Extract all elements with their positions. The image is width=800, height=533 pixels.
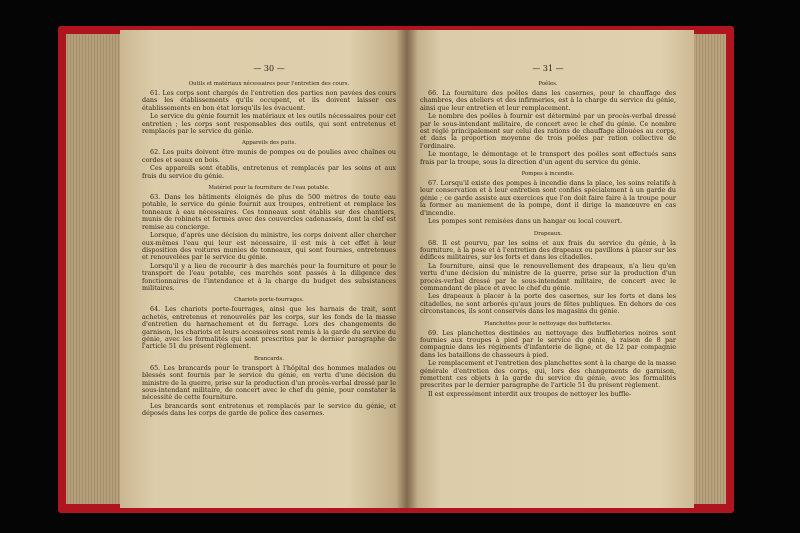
left-page-edges	[66, 34, 122, 504]
paragraph: Le montage, le démontage et le transport des poêles sont effectués sans frais par la troupe, sous la direction d'un agent du service du génie.	[420, 150, 676, 166]
section-heading: Brancards.	[254, 355, 284, 362]
paragraph: Le nombre des poêles à fournir est déterminé par un procès-verbal dressé par le sous-intendant militaire, de concert avec le chef du génie. Ce nombre est réglé principalement sur celui des rations de chauffage allouées au corps, et dans la proportion moyenne de trois poêles par ration collective de l'ordinaire.	[420, 112, 676, 150]
paragraph: 62. Les puits doivent être munis de pompes ou de poulies avec chaînes ou cordes et seaux en bois.	[142, 148, 396, 164]
paragraph: Il est expressément interdit aux troupes de nettoyer les buffle-	[428, 389, 632, 398]
section-heading: Planchettes pour le nettoyage des buffleteries.	[484, 320, 612, 327]
section-heading: Matériel pour la fourniture de l'eau potable.	[208, 185, 330, 192]
book	[58, 26, 734, 513]
right-page	[406, 30, 694, 508]
paragraph: La fourniture, ainsi que le renouvellement des drapeaux, n'a lieu qu'en vertu d'une décision du ministre de la guerre, prise sur la production d'un procès-verbal dressé par le sous-intendant militaire, de concert avec le commandant de place et avec le chef du génie.	[420, 261, 676, 292]
section-heading: Poêles.	[538, 81, 558, 87]
book-gutter	[396, 30, 418, 508]
paragraph: Ces appareils sont établis, entretenus et remplacés par les soins et aux frais du service du génie.	[142, 164, 396, 180]
left-page-number: — 30 —	[253, 64, 285, 73]
paragraph: 65. Les brancards pour le transport à l'hôpital des hommes malades ou blessés sont fournis par le service du génie, en vertu d'une décision du ministre de la guerre, prise sur la production d'un procès-verbal dressé par le sous-intendant militaire, de concert avec le chef du génie, pour constater la nécessité de cette fourniture.	[142, 363, 396, 402]
paragraph: Le remplacement et l'entretien des planchettes sont à la charge de la masse générale d'entretien des corps, qui, lors des changements de garnison, remettent ces objets à la garde du service du génie, avec les formalités prescrites par le dernier paragraphe de l'article 51 du présent règlement.	[420, 359, 676, 390]
paragraph: 67. Lorsqu'il existe des pompes à incendie dans la place, les soins relatifs à leur conservation et à leur entretien sont confiés spécialement à un garde du génie ; ce garde assiste aux exercices que l'on doit faire faire à la troupe pour la former au maniement de la pompe, dont il dirige la manœuvre en cas d'incendie.	[420, 179, 676, 217]
paragraph: 69. Les planchettes destinées au nettoyage des buffleteries noires sont fournies aux troupes à pied par le service du génie, à raison de 8 par compagnie dans les régiments d'infanterie de ligne, et de 12 par compagnie dans les bataillons de chasseurs à pied.	[420, 328, 676, 359]
right-page-edges	[692, 34, 726, 504]
paragraph: 63. Dans les bâtiments éloignés de plus de 500 mètres de toute eau potable, le service du génie fournit aux troupes, entretient et remplace les tonneaux à eau nécessaires. Ces tonneaux sont établis sur des chantiers, munis de robinets et fermés avec des couvercles cadenassés, dont la clef est remise au concierge.	[142, 193, 396, 231]
section-heading: Appareils des puits.	[241, 140, 297, 147]
paragraph: 66. La fourniture des poêles dans les casernes, pour le chauffage des chambres, des ateliers et des infirmeries, est à la charge du service du génie, ainsi que leur entretien et leur remplacement.	[420, 89, 676, 112]
section-heading: Drapeaux.	[533, 230, 563, 237]
section-heading: Chariots porte-fourrages.	[234, 297, 304, 304]
section-heading: Outils et matériaux nécessaires pour l'entretien des cours.	[188, 81, 350, 87]
paragraph: 68. Il est pourvu, par les soins et aux frais du service du génie, à la fourniture, à la pose et à l'entretien des drapeaux ou pavillons à placer sur les édifices militaires, sur les forts et dans les citadelles.	[420, 238, 676, 262]
paragraph: Le service du génie fournit les matériaux et les outils nécessaires pour cet entretien ; les corps sont responsables des outils, qui sont entretenus et remplacés par le service du génie.	[142, 112, 396, 136]
paragraph: 61. Les corps sont chargés de l'entretien des parties non pavées des cours dans les établissements qu'ils occupent, et ils doivent laisser ces établissements en bon état lorsqu'ils les évacuent.	[142, 89, 396, 112]
paragraph: Lorsque, d'après une décision du ministre, les corps doivent aller chercher eux-mêmes l'eau qui leur est nécessaire, il est mis à cet effet à leur disposition des voitures munies de tonneaux, qui sont fournies, entretenues et renouvelées par le service du génie.	[142, 231, 396, 262]
paragraph: Les pompes sont remisées dans un hangar ou local couvert.	[428, 217, 623, 226]
paragraph: 64. Les chariots porte-fourrages, ainsi que les harnais de trait, sont achetés, entretenus et renouvelés par les corps, sur les fonds de la masse d'entretien du harnachement et du ferrage. Lors des changements de garnison, les chariots et leurs accessoires sont remis à la garde du service du génie, avec les formalités qui sont prescrites par le dernier paragraphe de l'article 51 du présent règlement.	[142, 305, 396, 351]
paragraph: Les brancards sont entretenus et remplacés par le service du génie, et déposés dans les corps de garde de police des casernes.	[142, 401, 396, 418]
section-heading: Pompes à incendie.	[521, 171, 575, 178]
left-page	[120, 30, 406, 508]
right-page-content	[420, 81, 676, 398]
paragraph: Lorsqu'il y a lieu de recourir à des marchés pour la fourniture et pour le transport de l'eau potable, ces marchés sont passés à la diligence des fonctionnaires de l'intendance et à la charge du budget des subsistances militaires.	[142, 261, 396, 292]
right-page-number: — 31 —	[532, 64, 564, 73]
left-page-content	[142, 81, 396, 418]
paragraph: Les drapeaux à placer à la porte des casernes, sur les forts et dans les citadelles, ne sont arborés qu'aux jours de fêtes publiques. En dehors de ces circonstances, ils sont conservés dans les magasins du génie.	[420, 292, 676, 316]
